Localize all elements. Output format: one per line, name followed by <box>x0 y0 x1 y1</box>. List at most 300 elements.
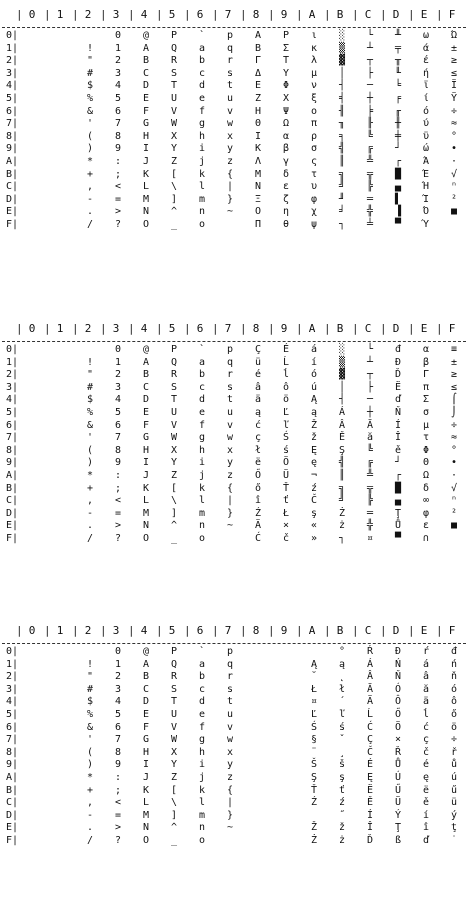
row-label-b: B| <box>6 168 19 180</box>
column-header-a: | A <box>298 8 326 22</box>
glyph-cell-c1: Á <box>366 658 374 670</box>
glyph-cell-91: Σ <box>282 42 290 54</box>
glyph-cell-b9: š <box>338 759 346 771</box>
row-label-c: C| <box>6 181 19 193</box>
row-label-8: 8| <box>6 444 19 456</box>
column-header-7: | 7 <box>214 322 242 336</box>
glyph-cell-ca: Ę <box>366 772 374 783</box>
row-label-3: 3| <box>6 683 19 695</box>
row-label-9: 9| <box>6 143 19 155</box>
glyph-cell-fa: · <box>450 470 458 481</box>
glyph-cell-e9: ώ <box>422 143 430 155</box>
glyph-cell-c6: Ć <box>366 721 374 733</box>
glyph-cell-c0: └ <box>366 344 374 355</box>
glyph-cell-dd: Ţ <box>394 507 402 519</box>
glyph-cell-ab: Ť <box>310 784 318 796</box>
glyph-cell-2e: . <box>86 206 94 218</box>
glyph-cell-6c: l <box>198 181 206 193</box>
glyph-cell-86: ć <box>254 419 262 431</box>
glyph-cell-3a: : <box>114 772 122 783</box>
glyph-cell-e9: é <box>422 759 430 771</box>
glyph-cell-7a: z <box>226 156 234 167</box>
glyph-cell-c4: ─ <box>366 394 374 406</box>
glyph-cell-de: ▐ <box>394 206 402 218</box>
glyph-cell-ec: ě <box>422 797 430 809</box>
glyph-cell-dd: ▌ <box>394 193 402 205</box>
glyph-cell-27: ' <box>86 734 94 746</box>
glyph-cell-f4: ô <box>450 696 458 708</box>
column-header-c: | C <box>354 624 382 638</box>
glyph-cell-79: y <box>226 143 234 155</box>
glyph-cell-87: ç <box>254 432 262 444</box>
glyph-cell-4f: O <box>142 219 150 230</box>
glyph-cell-f4: ⌠ <box>450 394 458 406</box>
glyph-cell-fc: ü <box>450 797 458 809</box>
glyph-cell-44: D <box>142 80 150 92</box>
glyph-cell-5f: _ <box>170 533 178 544</box>
glyph-cell-c1: ┴ <box>366 42 374 54</box>
glyph-cell-2f: / <box>86 533 94 544</box>
glyph-cell-bc: ╝ <box>338 181 346 193</box>
glyph-cell-c6: Ă <box>366 419 374 431</box>
glyph-cell-c9: ╔ <box>366 143 374 155</box>
glyph-cell-36: 6 <box>114 419 122 431</box>
glyph-cell-4a: J <box>142 772 150 783</box>
row-label-0: 0| <box>6 30 19 41</box>
glyph-cell-f5: ⌡ <box>450 407 458 418</box>
column-header-5: | 5 <box>158 624 186 638</box>
column-header-6: | 6 <box>186 322 214 336</box>
row-label-0: 0| <box>6 646 19 657</box>
glyph-cell-fc: ⁿ <box>450 181 458 193</box>
column-header-0: | 0 <box>18 624 46 638</box>
glyph-cell-28: ( <box>86 130 94 142</box>
glyph-cell-71: q <box>226 658 234 670</box>
glyph-cell-a8: ρ <box>310 130 318 142</box>
glyph-cell-c2: Â <box>366 671 374 683</box>
column-header-2: | 2 <box>74 8 102 22</box>
glyph-cell-31: 1 <box>114 356 122 368</box>
glyph-cell-33: 3 <box>114 67 122 79</box>
glyph-cell-7e: ~ <box>226 520 234 532</box>
glyph-cell-23: # <box>86 381 94 393</box>
glyph-cell-87: Θ <box>254 118 262 130</box>
glyph-cell-df: ▀ <box>394 219 402 230</box>
glyph-cell-5e: ^ <box>170 206 178 218</box>
column-header-1: | 1 <box>46 8 74 22</box>
glyph-cell-60: ` <box>198 344 206 355</box>
glyph-cell-b6: ╢ <box>338 105 346 117</box>
column-header-0: | 0 <box>18 8 46 22</box>
glyph-cell-c3: Ă <box>366 683 374 695</box>
glyph-cell-94: Φ <box>282 80 290 92</box>
glyph-cell-fa: · <box>450 156 458 167</box>
glyph-cell-d3: Ë <box>394 381 402 393</box>
glyph-cell-b5: ľ <box>338 709 346 720</box>
glyph-cell-c7: Ç <box>366 734 374 746</box>
glyph-cell-7c: | <box>226 797 234 809</box>
glyph-cell-49: I <box>142 143 150 155</box>
glyph-cell-da: Ú <box>394 772 402 783</box>
column-header-d: | D <box>382 624 410 638</box>
glyph-cell-4c: L <box>142 495 150 507</box>
glyph-cell-b7: ˇ <box>338 734 346 746</box>
glyph-cell-2d: - <box>86 809 94 821</box>
glyph-cell-60: ` <box>198 646 206 657</box>
column-header-6: | 6 <box>186 624 214 638</box>
glyph-cell-a6: Ž <box>310 419 318 431</box>
glyph-cell-98: ś <box>282 444 290 456</box>
glyph-cell-ab: τ <box>310 168 318 180</box>
row-label-a: A| <box>6 156 19 167</box>
glyph-cell-f7: ≈ <box>450 432 458 444</box>
glyph-cell-30: 0 <box>114 344 122 355</box>
glyph-cell-29: ) <box>86 759 94 771</box>
row-label-f: F| <box>6 219 19 230</box>
glyph-cell-74: t <box>226 696 234 708</box>
glyph-cell-84: Ε <box>254 80 262 92</box>
glyph-cell-ff: ˙ <box>450 835 458 846</box>
glyph-cell-a5: ą <box>310 407 318 418</box>
glyph-cell-3c: < <box>114 495 122 507</box>
glyph-cell-56: V <box>170 419 178 431</box>
glyph-cell-84: ä <box>254 394 262 406</box>
row-label-b: B| <box>6 784 19 796</box>
glyph-cell-69: i <box>198 143 206 155</box>
glyph-cell-4d: M <box>142 809 150 821</box>
glyph-cell-89: Κ <box>254 143 262 155</box>
glyph-cell-6f: o <box>198 835 206 846</box>
glyph-cell-f3: ≤ <box>450 67 458 79</box>
glyph-cell-3f: ? <box>114 219 122 230</box>
glyph-cell-ab: ź <box>310 482 318 494</box>
glyph-cell-cb: ╦ <box>366 168 374 180</box>
glyph-cell-8f: Ć <box>254 533 262 544</box>
glyph-cell-bb: ╗ <box>338 482 346 494</box>
glyph-cell-9d: ζ <box>282 193 290 205</box>
glyph-cell-98: α <box>282 130 290 142</box>
glyph-cell-a4: ν <box>310 80 318 92</box>
glyph-cell-41: A <box>142 658 150 670</box>
glyph-cell-d0: Đ <box>394 646 402 657</box>
glyph-cell-f9: ∙ <box>450 143 458 155</box>
glyph-cell-82: Γ <box>254 55 262 67</box>
glyph-cell-46: F <box>142 419 150 431</box>
row-label-1: 1| <box>6 42 19 54</box>
glyph-cell-83: â <box>254 381 262 393</box>
glyph-cell-49: I <box>142 759 150 771</box>
glyph-cell-ea: ę <box>422 772 430 783</box>
glyph-cell-e5: ĺ <box>422 709 430 720</box>
glyph-cell-4b: K <box>142 168 150 180</box>
glyph-cell-7c: | <box>226 495 234 507</box>
glyph-cell-69: i <box>198 759 206 771</box>
glyph-cell-78: x <box>226 746 234 758</box>
glyph-cell-ac: Ź <box>310 797 318 809</box>
glyph-cell-a9: σ <box>310 143 318 155</box>
glyph-cell-35: 5 <box>114 93 122 104</box>
glyph-cell-58: X <box>170 130 178 142</box>
glyph-cell-f9: ∙ <box>450 457 458 469</box>
glyph-cell-a2: ó <box>310 369 318 381</box>
glyph-cell-55: U <box>170 93 178 104</box>
glyph-cell-f0: Ώ <box>450 30 458 41</box>
glyph-cell-4c: L <box>142 181 150 193</box>
glyph-cell-74: t <box>226 80 234 92</box>
glyph-cell-45: E <box>142 709 150 720</box>
glyph-cell-cd: ═ <box>366 507 374 519</box>
glyph-cell-20 <box>76 646 104 658</box>
glyph-cell-62: b <box>198 55 206 67</box>
glyph-cell-b1: ▒ <box>338 42 346 54</box>
glyph-cell-a1: Ą <box>310 658 318 670</box>
glyph-cell-de: Ţ <box>394 822 402 834</box>
glyph-cell-3e: > <box>114 822 122 834</box>
glyph-cell-93: ô <box>282 381 290 393</box>
glyph-cell-7d: } <box>226 809 234 821</box>
glyph-cell-cb: Ë <box>366 784 374 796</box>
glyph-cell-55: U <box>170 709 178 720</box>
glyph-cell-73: s <box>226 67 234 79</box>
glyph-cell-59: Y <box>170 143 178 155</box>
row-label-a: A| <box>6 772 19 783</box>
glyph-cell-bf: ż <box>338 835 346 846</box>
glyph-cell-73: s <box>226 683 234 695</box>
glyph-cell-5c: \ <box>170 797 178 809</box>
glyph-cell-b3: │ <box>338 381 346 393</box>
glyph-cell-53: S <box>170 67 178 79</box>
glyph-cell-5a: Z <box>170 470 178 481</box>
glyph-cell-a1: í <box>310 356 318 368</box>
glyph-cell-c9: ╔ <box>366 457 374 469</box>
glyph-cell-fe: ■ <box>450 520 458 532</box>
glyph-cell-cc: ╠ <box>366 495 374 507</box>
glyph-cell-b4: ´ <box>338 696 346 708</box>
column-header-7: | 7 <box>214 624 242 638</box>
glyph-cell-5d: ] <box>170 809 178 821</box>
glyph-cell-7b: { <box>226 482 234 494</box>
glyph-cell-bd: ╜ <box>338 193 346 205</box>
glyph-cell-58: X <box>170 444 178 456</box>
glyph-cell-d5: Ň <box>394 407 402 418</box>
glyph-cell-4c: L <box>142 797 150 809</box>
glyph-cell-a3: μ <box>310 67 318 79</box>
glyph-cell-71: q <box>226 42 234 54</box>
glyph-cell-a4: Ą <box>310 394 318 406</box>
column-header-d: | D <box>382 322 410 336</box>
glyph-cell-d7: ╫ <box>394 118 402 130</box>
glyph-cell-e7: τ <box>422 432 430 444</box>
glyph-cell-f9: ů <box>450 759 458 771</box>
glyph-cell-3a: : <box>114 470 122 481</box>
glyph-cell-d2: ╥ <box>394 55 402 67</box>
glyph-cell-41: A <box>142 356 150 368</box>
glyph-cell-2e: . <box>86 520 94 532</box>
glyph-cell-70: p <box>226 646 234 657</box>
column-header-5: | 5 <box>158 8 186 22</box>
glyph-cell-68: h <box>198 444 206 456</box>
glyph-cell-b0: ░ <box>338 30 346 41</box>
column-header-row <box>0 322 470 336</box>
glyph-cell-9e: × <box>282 520 290 532</box>
glyph-cell-ea: Ά <box>422 156 430 167</box>
glyph-cell-55: U <box>170 407 178 418</box>
column-header-5: | 5 <box>158 322 186 336</box>
glyph-cell-7c: | <box>226 181 234 193</box>
row-label-3: 3| <box>6 67 19 79</box>
row-label-6: 6| <box>6 721 19 733</box>
row-label-8: 8| <box>6 130 19 142</box>
glyph-cell-5c: \ <box>170 181 178 193</box>
glyph-cell-ee: Ό <box>422 206 430 218</box>
glyph-cell-c5: ┼ <box>366 93 374 104</box>
glyph-cell-99: Ö <box>282 457 290 469</box>
glyph-cell-5c: \ <box>170 495 178 507</box>
glyph-cell-36: 6 <box>114 721 122 733</box>
row-label-2: 2| <box>6 369 19 381</box>
glyph-cell-37: 7 <box>114 734 122 746</box>
glyph-cell-9f: č <box>282 533 290 544</box>
glyph-cell-e6: ć <box>422 721 430 733</box>
glyph-cell-35: 5 <box>114 709 122 720</box>
glyph-cell-36: 6 <box>114 105 122 117</box>
glyph-cell-a3: ú <box>310 381 318 393</box>
glyph-cell-2b: + <box>86 168 94 180</box>
glyph-cell-e2: έ <box>422 55 430 67</box>
glyph-cell-ea: Ω <box>422 470 430 481</box>
glyph-cell-d4: Ô <box>394 696 402 708</box>
glyph-cell-50: P <box>170 646 178 657</box>
glyph-cell-21: ! <box>86 42 94 54</box>
glyph-cell-6f: o <box>198 533 206 544</box>
glyph-cell-22: " <box>86 55 94 67</box>
glyph-cell-f2: ň <box>450 671 458 683</box>
glyph-cell-df: ß <box>394 835 402 846</box>
row-label-7: 7| <box>6 734 19 746</box>
glyph-cell-4a: J <box>142 156 150 167</box>
row-label-1: 1| <box>6 658 19 670</box>
glyph-cell-92: ĺ <box>282 369 290 381</box>
code-table-3 <box>0 624 470 908</box>
glyph-cell-76: v <box>226 105 234 117</box>
row-label-7: 7| <box>6 118 19 130</box>
glyph-cell-42: B <box>142 55 150 67</box>
column-header-f: | F <box>438 624 466 638</box>
glyph-cell-96: Ψ <box>282 105 290 117</box>
glyph-cell-8c: î <box>254 495 262 507</box>
glyph-cell-8d: Ξ <box>254 193 262 205</box>
glyph-cell-3f: ? <box>114 533 122 544</box>
glyph-cell-db: Ű <box>394 784 402 796</box>
column-header-f: | F <box>438 8 466 22</box>
glyph-cell-d2: Ď <box>394 369 402 381</box>
glyph-cell-33: 3 <box>114 381 122 393</box>
glyph-cell-39: 9 <box>114 143 122 155</box>
glyph-cell-5f: _ <box>170 219 178 230</box>
glyph-cell-ba: ║ <box>338 156 346 167</box>
glyph-cell-b7: Ě <box>338 432 346 444</box>
glyph-cell-68: h <box>198 746 206 758</box>
row-label-4: 4| <box>6 696 19 708</box>
glyph-cell-b8: ╕ <box>338 130 346 142</box>
glyph-cell-7b: { <box>226 784 234 796</box>
glyph-cell-4e: N <box>142 206 150 218</box>
glyph-cell-95: Ľ <box>282 407 290 418</box>
glyph-cell-43: C <box>142 67 150 79</box>
row-label-5: 5| <box>6 407 19 418</box>
glyph-cell-f6: ÷ <box>450 105 458 117</box>
glyph-cell-34: 4 <box>114 394 122 406</box>
column-header-f: | F <box>438 322 466 336</box>
glyph-cell-32: 2 <box>114 55 122 67</box>
glyph-cell-e3: ă <box>422 683 430 695</box>
glyph-cell-d8: ě <box>394 444 402 456</box>
glyph-cell-d5: Ő <box>394 709 402 720</box>
glyph-cell-5b: [ <box>170 784 178 796</box>
glyph-cell-fb: ű <box>450 784 458 796</box>
glyph-cell-6d: m <box>198 809 206 821</box>
glyph-cell-25: % <box>86 407 94 418</box>
glyph-cell-4b: K <box>142 482 150 494</box>
glyph-cell-62: b <box>198 671 206 683</box>
glyph-cell-e7: ύ <box>422 118 430 130</box>
glyph-cell-24: $ <box>86 80 94 92</box>
glyph-cell-dc: ▄ <box>394 181 402 193</box>
glyph-cell-cd: Í <box>366 809 374 821</box>
glyph-cell-4a: J <box>142 470 150 481</box>
glyph-cell-65: e <box>198 709 206 720</box>
glyph-cell-bd: ˝ <box>338 809 346 821</box>
glyph-cell-47: G <box>142 118 150 130</box>
glyph-cell-65: e <box>198 93 206 104</box>
glyph-cell-f2: ≥ <box>450 55 458 67</box>
glyph-cell-7e: ~ <box>226 206 234 218</box>
glyph-cell-40: @ <box>142 344 150 355</box>
column-header-8: | 8 <box>242 8 270 22</box>
glyph-cell-22: " <box>86 671 94 683</box>
glyph-cell-eb: Έ <box>422 168 430 180</box>
glyph-cell-f7: ≈ <box>450 118 458 130</box>
glyph-cell-77: w <box>226 734 234 746</box>
glyph-cell-e4: Σ <box>422 394 430 406</box>
glyph-cell-f1: ± <box>450 356 458 368</box>
column-header-3: | 3 <box>102 322 130 336</box>
glyph-cell-de: Ů <box>394 520 402 532</box>
row-label-e: E| <box>6 822 19 834</box>
glyph-cell-ad: φ <box>310 193 318 205</box>
glyph-cell-fa: ú <box>450 772 458 783</box>
glyph-cell-eb: δ <box>422 482 430 494</box>
glyph-cell-a7: ž <box>310 432 318 444</box>
glyph-cell-d8: Ř <box>394 746 402 758</box>
glyph-cell-b4: ┤ <box>338 80 346 92</box>
glyph-cell-c8: ╚ <box>366 444 374 456</box>
column-header-1: | 1 <box>46 624 74 638</box>
glyph-cell-f2: ≥ <box>450 369 458 381</box>
glyph-cell-90: É <box>282 344 290 355</box>
glyph-cell-fd: ² <box>450 507 458 519</box>
glyph-cell-e8: č <box>422 746 430 758</box>
glyph-cell-88: Ι <box>254 130 262 142</box>
glyph-cell-c1: ┴ <box>366 356 374 368</box>
glyph-cell-e8: ϋ <box>422 130 430 142</box>
glyph-cell-64: d <box>198 696 206 708</box>
glyph-cell-aa: ¬ <box>310 470 318 481</box>
glyph-cell-66: f <box>198 419 206 431</box>
glyph-cell-6e: n <box>198 822 206 834</box>
glyph-cell-a6: ο <box>310 105 318 117</box>
glyph-cell-8d: Ź <box>254 507 262 519</box>
